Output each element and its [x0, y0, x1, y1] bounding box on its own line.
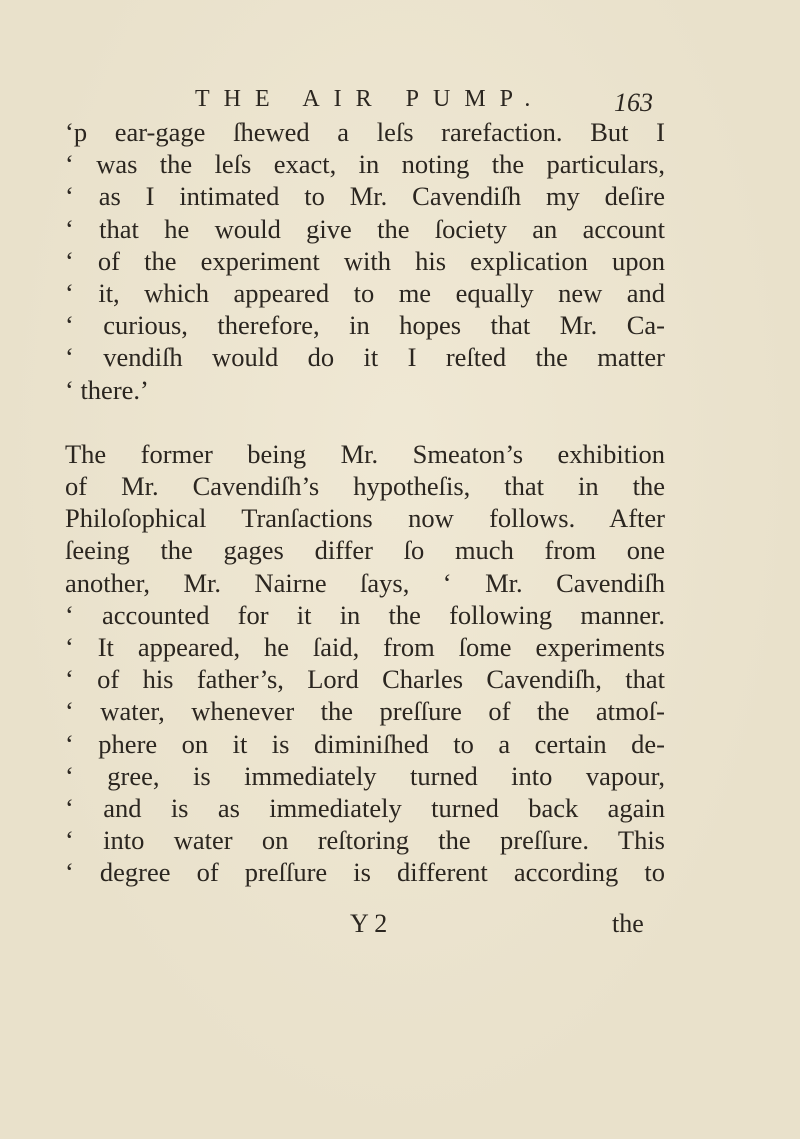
paragraph-quote-continuation — [65, 116, 665, 406]
catchword: the — [612, 909, 644, 938]
text-line: of Mr. Cavendiſh’s hypotheſis, that in the — [65, 471, 665, 502]
text-line: ‘ into water on reſtoring the preſſure. This — [65, 825, 665, 856]
text-line: ‘ vendiſh would do it I reſted the matter — [65, 342, 665, 373]
text-line: ‘ of his father’s, Lord Charles Cavendiſh, that — [65, 664, 665, 695]
text-line: ‘ was the leſs exact, in noting the particulars, — [65, 149, 665, 180]
page-number: 163 — [614, 88, 653, 117]
text-line: ‘ it, which appeared to me equally new and — [65, 278, 665, 309]
text-line: ‘ there.’ — [65, 374, 149, 405]
text-line: ‘ degree of preſſure is different according to — [65, 857, 665, 888]
text-line: ‘ that he would give the ſociety an account — [65, 213, 665, 244]
text-line: ‘ It appeared, he ſaid, from ſome experiments — [65, 632, 665, 663]
text-line: ſeeing the gages differ ſo much from one — [65, 535, 665, 566]
text-line: ‘ phere on it is diminiſhed to a certain de- — [65, 728, 665, 759]
text-line: ‘ of the experiment with his explication upon — [65, 245, 665, 276]
text-line: ‘ accounted for it in the following manner. — [65, 599, 665, 630]
text-line: The former being Mr. Smeaton’s exhibition — [65, 438, 665, 469]
signature-mark: Y 2 — [350, 909, 388, 938]
text-line: ‘ as I intimated to Mr. Cavendiſh my deſire — [65, 181, 665, 212]
text-line: ‘ water, whenever the preſſure of the atmoſ- — [65, 696, 665, 727]
text-line: ‘ gree, is immediately turned into vapour, — [65, 760, 665, 791]
paragraph-gap — [65, 406, 665, 438]
body-text — [65, 116, 665, 889]
text-line: ‘ curious, therefore, in hopes that Mr. Ca- — [65, 310, 665, 341]
text-line: Philoſophical Tranſactions now follows. After — [65, 503, 665, 534]
text-line: another, Mr. Nairne ſays, ‘ Mr. Cavendiſh — [65, 567, 665, 598]
paragraph-cavendish-hypothesis — [65, 438, 665, 889]
running-head: THE AIR PUMP. — [195, 86, 545, 112]
text-line: ‘ and is as immediately turned back again — [65, 793, 665, 824]
text-line: ‘p ear-gage ſhewed a leſs rarefaction. But I — [65, 117, 665, 147]
